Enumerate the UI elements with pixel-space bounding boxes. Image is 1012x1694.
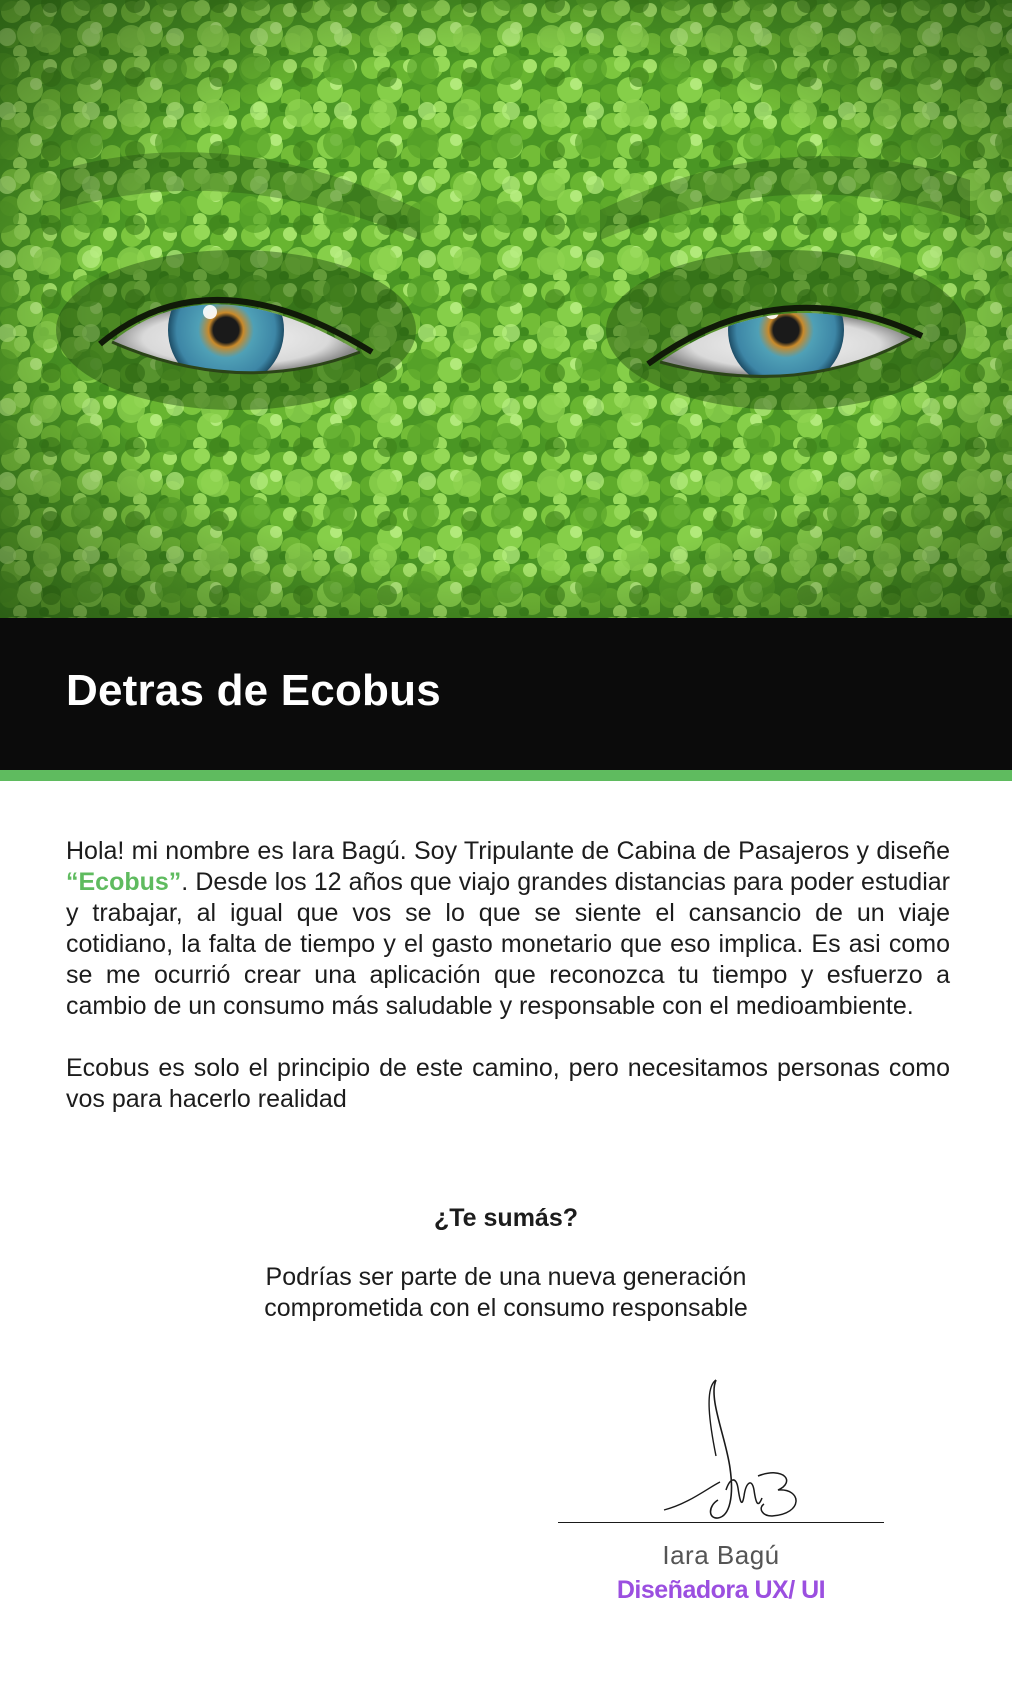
signer-role: Diseñadora UX/ UI: [616, 1576, 826, 1604]
intro-paragraph: [66, 836, 950, 1022]
ecobus-highlight: “Ecobus”: [66, 868, 182, 896]
cta-question: ¿Te sumás?: [433, 1204, 579, 1232]
title-bar: [0, 618, 1012, 770]
cta-invite: Podrías ser parte de una nueva generación comprometida con el consumo responsable: [264, 1263, 748, 1322]
signer-name: Iara Bagú: [662, 1540, 780, 1570]
hero-image: [0, 0, 1012, 618]
leaf-face-illustration: [0, 0, 1012, 618]
signature-line: [558, 1522, 884, 1523]
intro-text: [66, 836, 950, 1115]
signature-block: [558, 1378, 884, 1618]
intro-text-end: . Desde los 12 años que viajo grandes distancias para poder estudiar y trabajar, al igual que vos se lo que se siente el cansancio de un viaje cotidiano, la falta de tiempo y el gasto monetario que eso implica. Es asi como se me ocurrió crear una aplicación que reconozca tu tiempo y esfuerzo a cambio de un consumo más saludable y responsable con el medioambiente.: [66, 868, 950, 1020]
green-divider: [0, 770, 1012, 781]
mission-paragraph: Ecobus es solo el principio de este camino, pero necesitamos personas como vos para hacerlo realidad: [66, 1054, 950, 1113]
handwritten-signature: [558, 1378, 884, 1528]
call-to-action: [0, 1203, 1012, 1324]
intro-text-start: Hola! mi nombre es Iara Bagú. Soy Tripulante de Cabina de Pasajeros y diseñe: [66, 837, 950, 865]
page-title: Detras de Ecobus: [66, 666, 441, 715]
